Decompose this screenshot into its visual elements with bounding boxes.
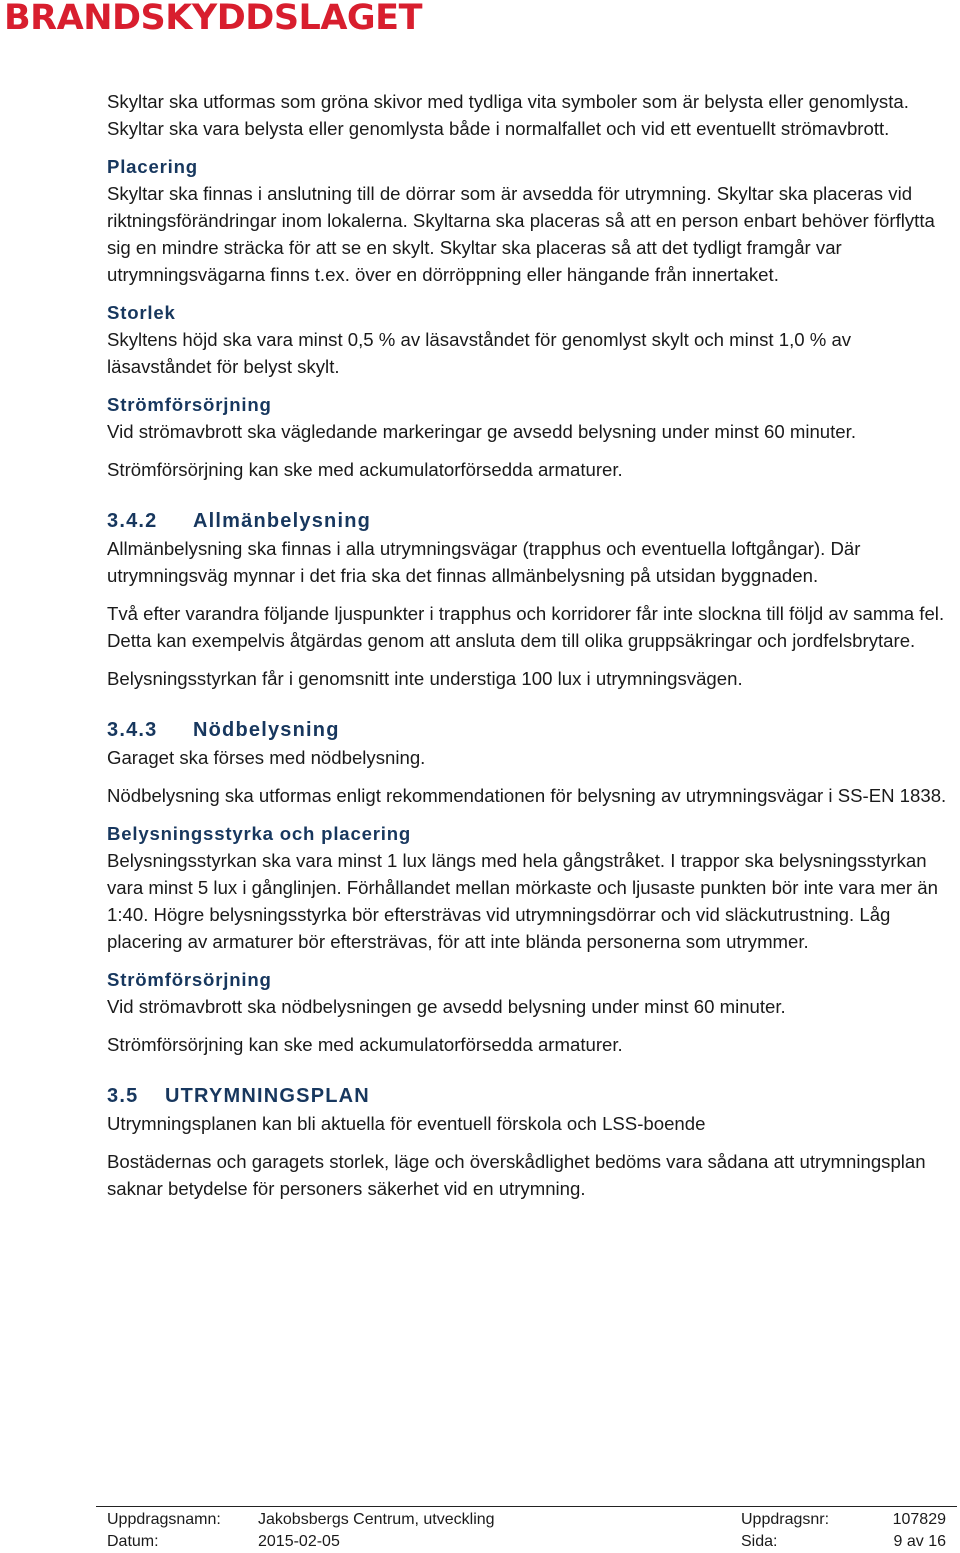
- datum-label: Datum:: [107, 1533, 159, 1550]
- uppdragsnamn-label: Uppdragsnamn:: [107, 1511, 221, 1528]
- sida-label: Sida:: [741, 1533, 778, 1550]
- section-heading-3-4-3: [107, 717, 957, 744]
- uppdragsnamn-value: Jakobsbergs Centrum, utveckling: [258, 1511, 495, 1528]
- uppdragsnr-value: 107829: [892, 1511, 946, 1528]
- brand-logo: BRANDSKYDDSLAGET: [4, 0, 422, 38]
- allmanbelysning-paragraph-3: Belysningsstyrkan får i genomsnitt inte understiga 100 lux i utrymningsvägen.: [107, 668, 743, 689]
- datum-value: 2015-02-05: [258, 1533, 340, 1550]
- storlek-paragraph: Skyltens höjd ska vara minst 0,5 % av läsavståndet för genomlyst skylt och minst 1,0 % av läsavståndet för belyst skylt.: [107, 329, 852, 377]
- stromforsorjning-paragraph-2b: Strömförsörjning kan ske med ackumulatorförsedda armaturer.: [107, 1034, 623, 1055]
- section-title: UTRYMNINGSPLAN: [165, 1085, 370, 1107]
- section-heading-3-5: [107, 1083, 957, 1110]
- stromforsorjning-paragraph-2: Vid strömavbrott ska nödbelysningen ge avsedd belysning under minst 60 minuter.: [107, 996, 786, 1017]
- storlek-heading: Storlek: [107, 302, 176, 323]
- section-title: Nödbelysning: [193, 719, 340, 741]
- utrymningsplan-paragraph-1: Utrymningsplanen kan bli aktuella för eventuell förskola och LSS-boende: [107, 1113, 706, 1134]
- sida-value: 9 av 16: [893, 1533, 946, 1550]
- footer-row-2: [96, 1531, 957, 1553]
- allmanbelysning-paragraph-2: Två efter varandra följande ljuspunkter i trapphus och korridorer får inte slockna till följd av samma fel. Detta kan exempelvis åtgärdas genom att ansluta dem till olika gruppsäkringar och jordfelsbrytare.: [107, 603, 945, 651]
- belysningsstyrka-heading: Belysningsstyrka och placering: [107, 823, 412, 844]
- nodbelysning-paragraph-1: Garaget ska förses med nödbelysning.: [107, 747, 426, 768]
- section-number: 3.4.3: [107, 719, 158, 741]
- document-body: [107, 88, 957, 1202]
- stromforsorjning-heading-1: Strömförsörjning: [107, 394, 272, 415]
- section-heading-3-4-2: [107, 508, 957, 535]
- stromforsorjning-heading-2: Strömförsörjning: [107, 969, 272, 990]
- stromforsorjning-paragraph-1b: Strömförsörjning kan ske med ackumulatorförsedda armaturer.: [107, 459, 623, 480]
- intro-paragraph: Skyltar ska utformas som gröna skivor med tydliga vita symboler som är belysta eller genomlysta. Skyltar ska vara belysta eller genomlysta både i normalfallet och vid ett eventuellt strömavbrott.: [107, 91, 909, 139]
- stromforsorjning-paragraph-1: Vid strömavbrott ska vägledande markeringar ge avsedd belysning under minst 60 minuter.: [107, 421, 856, 442]
- allmanbelysning-paragraph-1: Allmänbelysning ska finnas i alla utrymningsvägar (trapphus och eventuella loftgångar). Där utrymningsväg mynnar i det fria ska det finnas allmänbelysning på utsidan byggnaden.: [107, 538, 861, 586]
- nodbelysning-paragraph-2: Nödbelysning ska utformas enligt rekommendationen för belysning av utrymningsvägar i SS-EN 1838.: [107, 785, 947, 806]
- utrymningsplan-paragraph-2: Bostädernas och garagets storlek, läge och överskådlighet bedöms vara sådana att utrymningsplan saknar betydelse för personers säkerhet vid en utrymning.: [107, 1151, 926, 1199]
- uppdragsnr-label: Uppdragsnr:: [741, 1511, 830, 1528]
- placering-paragraph: Skyltar ska finnas i anslutning till de dörrar som är avsedda för utrymning. Skyltar ska placeras vid riktningsförändringar inom lokalerna. Skyltarna ska placeras så att en person enbart behöver förflytta sig en mindre sträcka för att se en skylt. Skyltar ska placeras så att det tydligt framgår var utrymningsvägarna finns t.ex. över en dörröppning eller hängande från innertaket.: [107, 183, 935, 285]
- belysningsstyrka-paragraph: Belysningsstyrkan ska vara minst 1 lux längs med hela gångstråket. I trappor ska belysningsstyrkan vara minst 5 lux i gånglinjen. Förhållandet mellan mörkaste och ljusaste punkten bör inte vara mer än 1:40. Högre belysningsstyrka bör eftersträvas vid utrymningsdörrar och vid släckutrustning. Låg placering av armaturer bör eftersträvas, för att inte blända personerna som utrymmer.: [107, 850, 938, 952]
- section-title: Allmänbelysning: [193, 510, 372, 532]
- section-number: 3.5: [107, 1085, 139, 1107]
- placering-heading: Placering: [107, 156, 198, 177]
- page-footer: [96, 1506, 957, 1553]
- footer-row-1: [96, 1509, 957, 1531]
- section-number: 3.4.2: [107, 510, 158, 532]
